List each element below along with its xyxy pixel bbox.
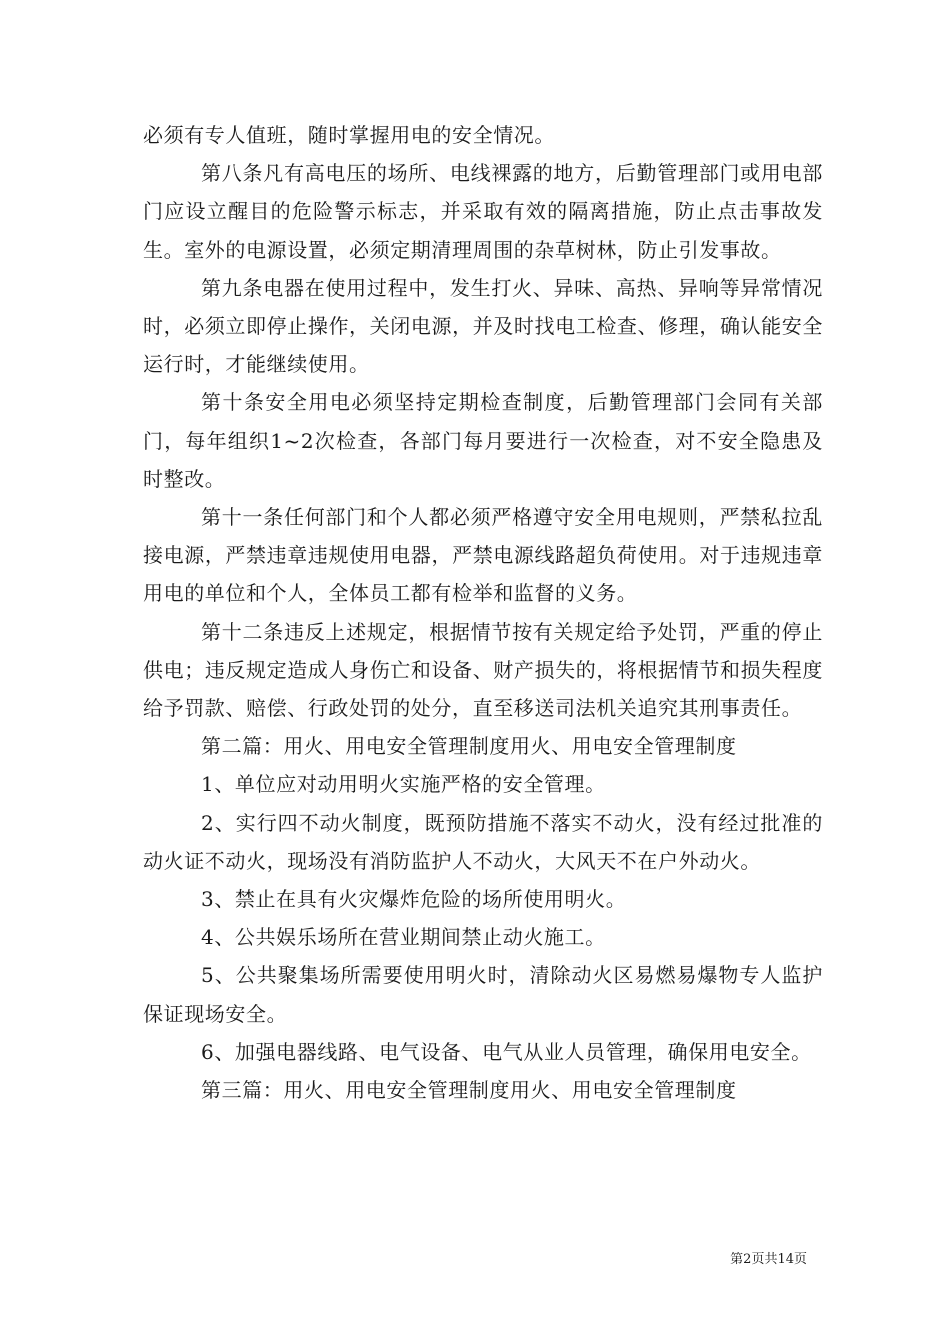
paragraph-article-12: 第十二条违反上述规定，根据情节按有关规定给予处罚，严重的停止供电；违反规定造成人身伤亡和设备、财产损失的，将根据情节和损失程度给予罚款、赔偿、行政处罚的处分，直至移送司法机关追究其刑事责任。: [143, 619, 823, 721]
paragraph-article-8: 第八条凡有高电压的场所、电线裸露的地方，后勤管理部门或用电部门应设立醒目的危险警示标志，并采取有效的隔离措施，防止点击事故发生。室外的电源设置，必须定期清理周围的杂草树林，防止引发事故。: [143, 161, 823, 262]
section-heading-part-2: 第二篇：用火、用电安全管理制度用火、用电安全管理制度: [201, 734, 737, 759]
section-heading-part-3: 第三篇：用火、用电安全管理制度用火、用电安全管理制度: [201, 1078, 737, 1103]
list-item-4: 4、公共娱乐场所在营业期间禁止动火施工。: [201, 925, 606, 950]
paragraph-continuation: 必须有专人值班，随时掌握用电的安全情况。: [143, 123, 555, 147]
paragraph-article-9: 第九条电器在使用过程中，发生打火、异味、高热、异响等异常情况时，必须立即停止操作，关闭电源，并及时找电工检查、修理，确认能安全运行时，才能继续使用。: [143, 275, 823, 377]
list-item-6: 6、加强电器线路、电气设备、电气从业人员管理，确保用电安全。: [201, 1039, 812, 1064]
paragraph-article-11: 第十一条任何部门和个人都必须严格遵守安全用电规则，严禁私拉乱接电源，严禁违章违规使用电器，严禁电源线路超负荷使用。对于违规违章用电的单位和个人，全体员工都有检举和监督的义务。: [143, 505, 823, 606]
list-item-1: 1、单位应对动用明火实施严格的安全管理。: [201, 772, 606, 797]
list-item-3: 3、禁止在具有火灾爆炸危险的场所使用明火。: [201, 887, 627, 912]
page-number-footer: 第2页共14页: [730, 1252, 807, 1267]
document-body: [143, 116, 823, 1109]
paragraph-article-10: 第十条安全用电必须坚持定期检查制度，后勤管理部门会同有关部门，每年组织1~2次检查，各部门每月要进行一次检查，对不安全隐患及时整改。: [143, 390, 823, 491]
list-item-5: 5、公共聚集场所需要使用明火时，清除动火区易燃易爆物专人监护保证现场安全。: [143, 963, 823, 1026]
list-item-2: 2、实行四不动火制度，既预防措施不落实不动火，没有经过批准的动火证不动火，现场没有消防监护人不动火，大风天不在户外动火。: [143, 810, 823, 873]
